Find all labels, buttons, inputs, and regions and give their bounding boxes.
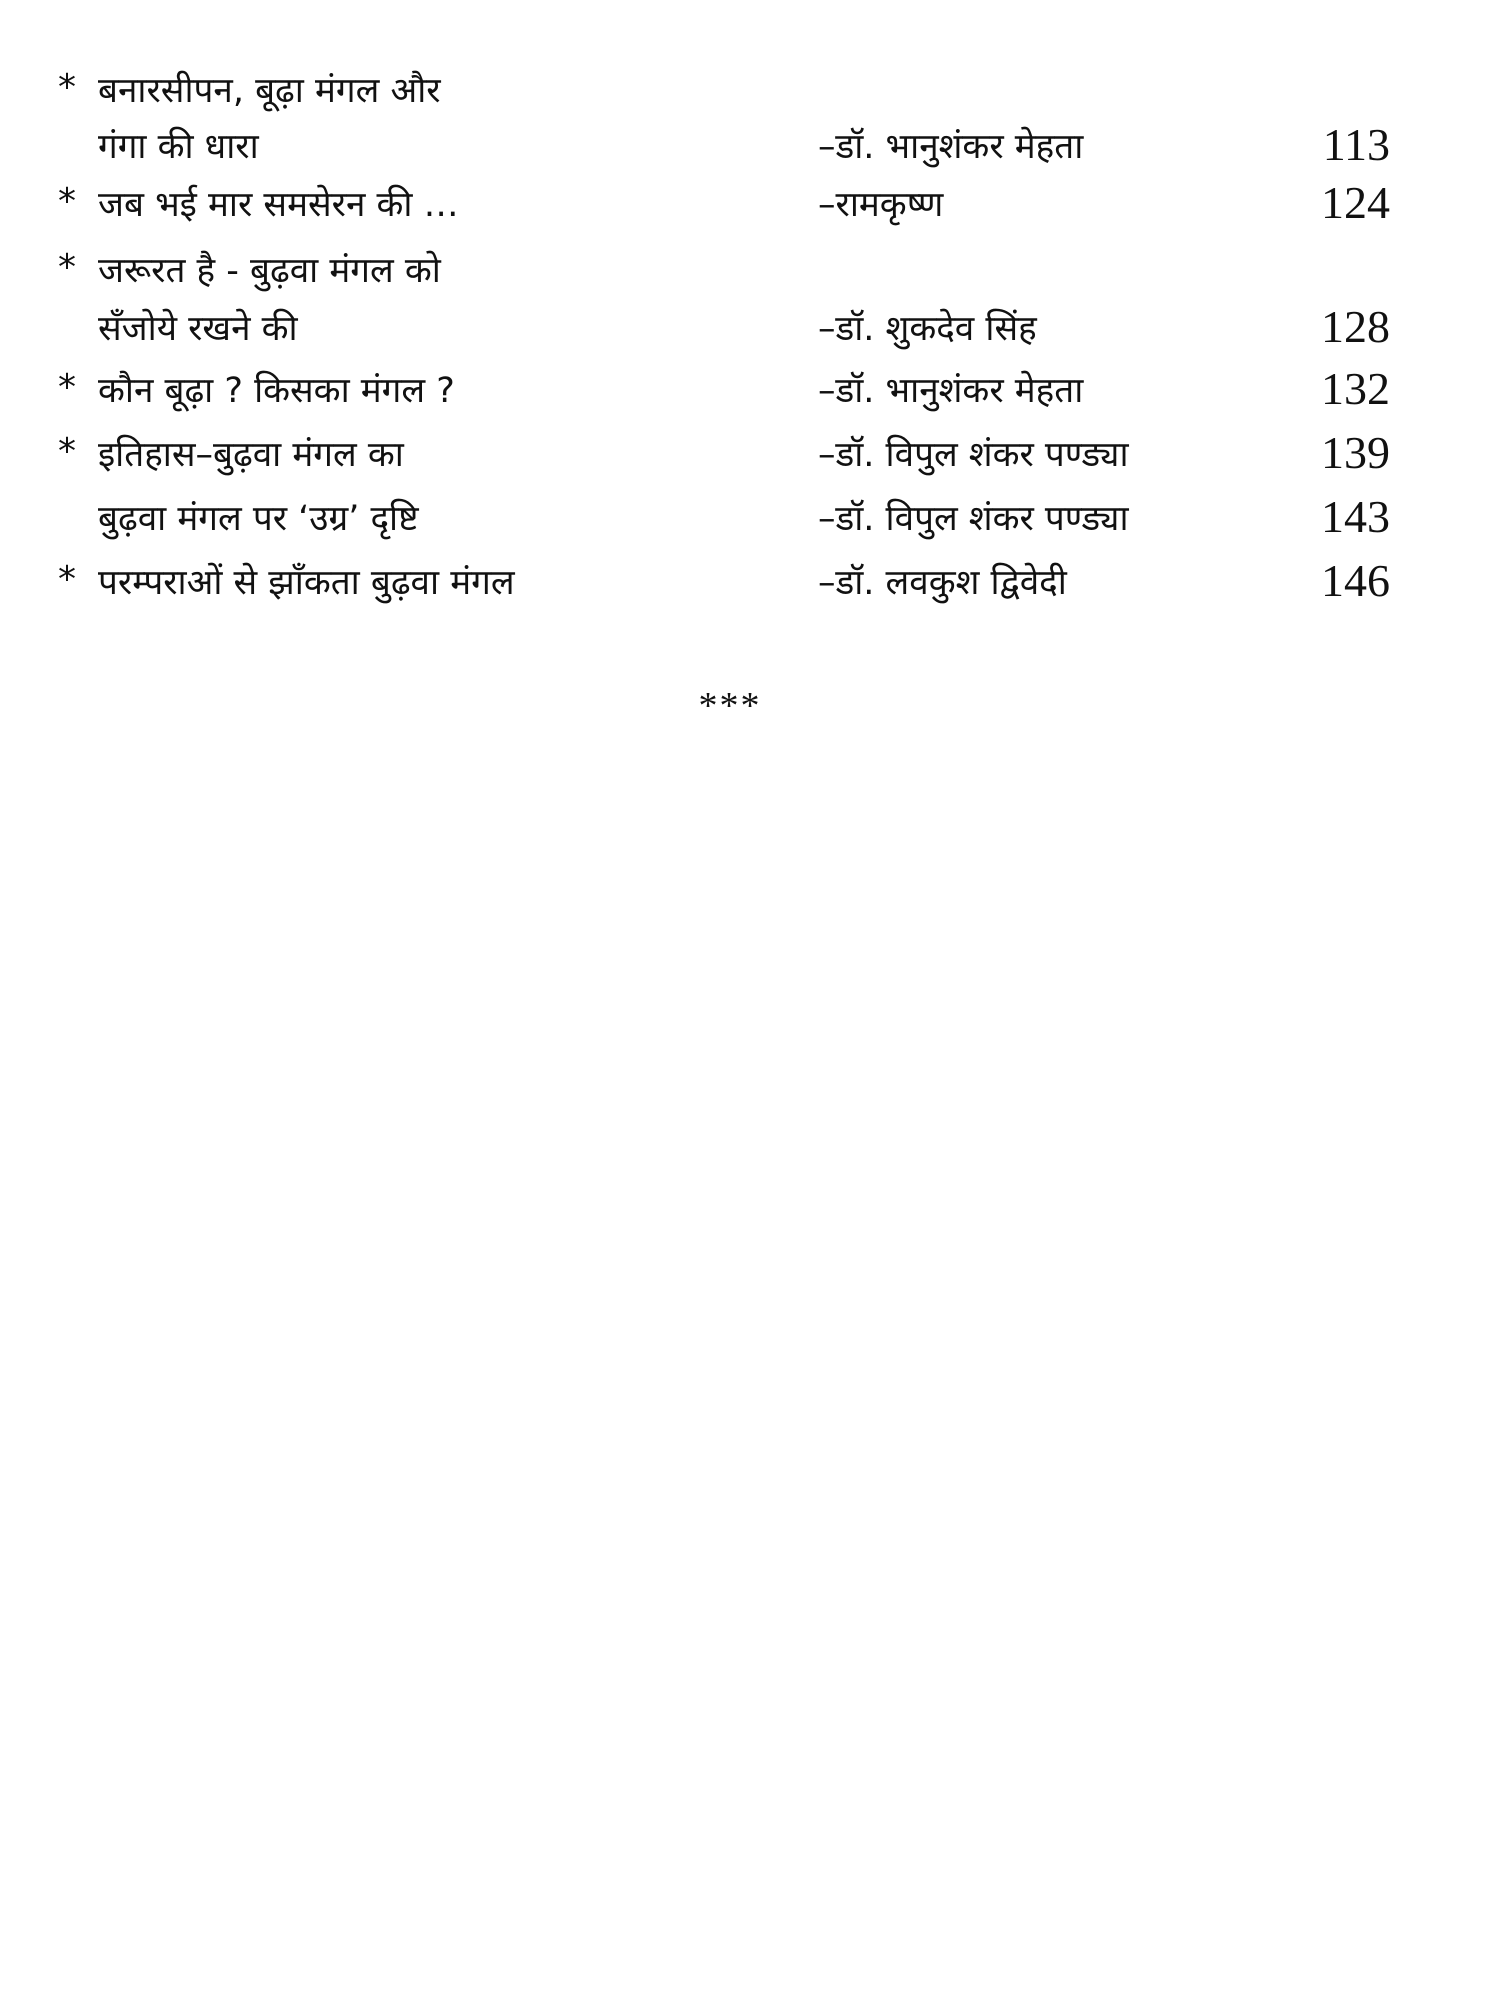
entry-title: जब भई मार समसेरन की … (98, 185, 459, 225)
entry-title: सँजोये रखने की (98, 309, 298, 349)
entry-author: –डॉ. भानुशंकर मेहता (818, 371, 1084, 411)
toc-entry-2 (0, 118, 1500, 182)
entry-author: –डॉ. भानुशंकर मेहता (818, 127, 1084, 167)
entry-title: जरूरत है - बुढ़वा मंगल को (98, 251, 441, 291)
entry-page-number: 143 (1321, 491, 1390, 542)
bullet-star: * (58, 431, 76, 472)
bullet-star: * (58, 247, 76, 288)
bullet-star: * (58, 67, 76, 108)
entry-page-number: 139 (1321, 427, 1390, 478)
entry-author: –डॉ. विपुल शंकर पण्ड्या (818, 499, 1129, 539)
bullet-star: * (58, 559, 76, 600)
toc-entry-4 (0, 242, 1500, 306)
entry-title: गंगा की धारा (98, 127, 259, 167)
entry-author: –डॉ. विपुल शंकर पण्ड्या (818, 435, 1129, 475)
toc-entry-1 (0, 62, 1500, 126)
entry-title: बनारसीपन, बूढ़ा मंगल और (98, 71, 441, 111)
entry-page-number: 132 (1321, 363, 1390, 414)
entry-author: –रामकृष्ण (818, 185, 944, 225)
toc-entry-9 (0, 554, 1500, 618)
toc-entry-8 (0, 490, 1500, 554)
entry-page-number: 113 (1322, 119, 1390, 170)
entry-title: कौन बूढ़ा ? किसका मंगल ? (98, 371, 455, 411)
entry-title: परम्पराओं से झाँकता बुढ़वा मंगल (98, 563, 515, 603)
entry-title: बुढ़वा मंगल पर ‘उग्र’ दृष्टि (98, 499, 419, 539)
end-mark: *** (698, 685, 762, 727)
toc-entry-7 (0, 426, 1500, 490)
entry-title: इतिहास–बुढ़वा मंगल का (98, 435, 404, 475)
toc-entry-3 (0, 176, 1500, 240)
toc-entry-6 (0, 362, 1500, 426)
entry-page-number: 128 (1321, 301, 1390, 352)
toc-entry-5 (0, 300, 1500, 364)
entry-page-number: 124 (1321, 177, 1390, 228)
entry-page-number: 146 (1321, 555, 1390, 606)
entry-author: –डॉ. शुकदेव सिंह (818, 309, 1037, 349)
bullet-star: * (58, 181, 76, 222)
bullet-star: * (58, 367, 76, 408)
entry-author: –डॉ. लवकुश द्विवेदी (818, 563, 1067, 603)
